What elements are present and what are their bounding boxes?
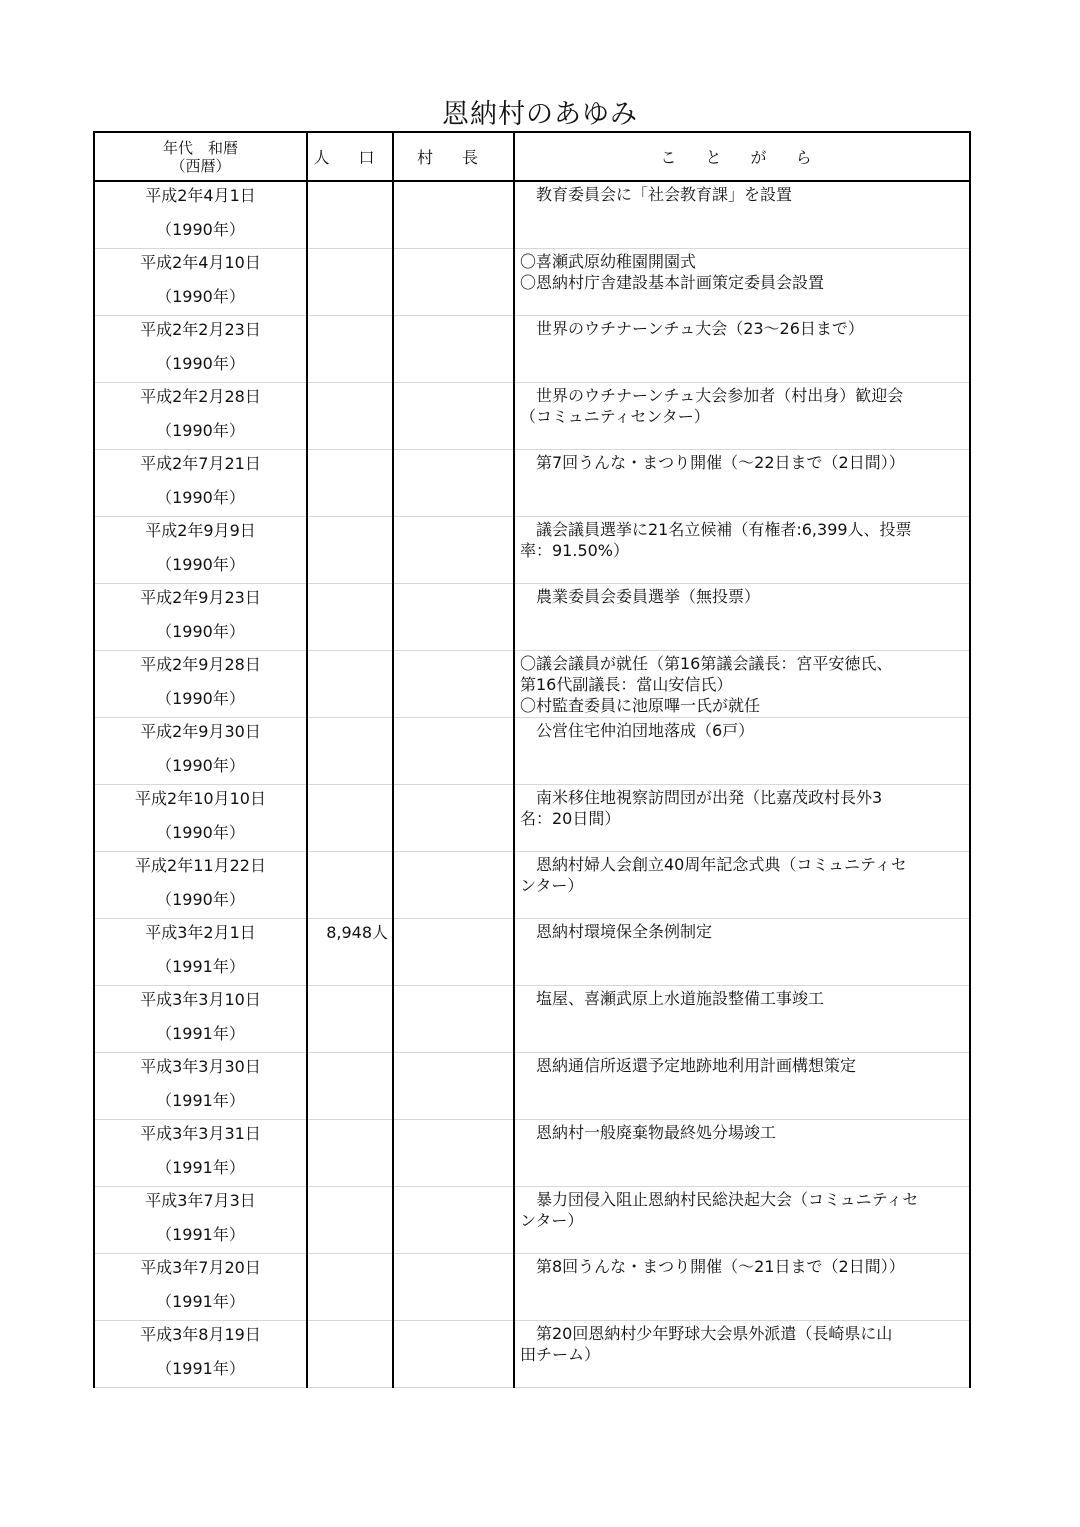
table-row (94, 651, 970, 718)
population-value (308, 383, 388, 386)
date-wareki: 平成2年10月10日 (135, 789, 266, 808)
population-cell (307, 249, 393, 316)
date-wareki: 平成3年7月20日 (140, 1258, 261, 1277)
population-cell (307, 1254, 393, 1321)
events-text: 〇喜瀬武原幼稚園開園式 〇恩納村庁舎建設基本計画策定委員会設置 (520, 252, 825, 292)
population-cell (307, 584, 393, 651)
table-row (94, 1187, 970, 1254)
date-wareki: 平成2年9月30日 (140, 722, 261, 741)
population-cell (307, 718, 393, 785)
header-date-line1: 年代 和暦 (162, 138, 238, 157)
date-cell (94, 181, 307, 249)
events-cell (514, 181, 970, 249)
date-seireki: （1991年） (156, 1292, 245, 1311)
population-value (308, 986, 388, 989)
date-wareki: 平成3年3月30日 (140, 1057, 261, 1076)
mayor-cell (393, 1053, 514, 1120)
date-wareki: 平成2年9月23日 (140, 588, 261, 607)
population-cell (307, 181, 393, 249)
table-row (94, 383, 970, 450)
header-events (514, 132, 970, 181)
population-value (308, 584, 388, 587)
header-mayor-label: 村 長 (416, 148, 491, 167)
date-wareki: 平成3年8月19日 (140, 1325, 261, 1344)
population-cell (307, 651, 393, 718)
events-cell (514, 651, 970, 718)
mayor-cell (393, 718, 514, 785)
mayor-cell (393, 517, 514, 584)
date-seireki: （1991年） (156, 1158, 245, 1177)
date-cell (94, 517, 307, 584)
date-cell (94, 1187, 307, 1254)
events-cell (514, 919, 970, 986)
events-text: 議会議員選挙に21名立候補（有権者:6,399人、投票 率：91.50%） (520, 520, 912, 560)
date-cell (94, 316, 307, 383)
population-cell (307, 1053, 393, 1120)
table-header-row (94, 132, 970, 181)
header-mayor (393, 132, 514, 181)
population-cell (307, 517, 393, 584)
table-row (94, 1120, 970, 1187)
mayor-cell (393, 1321, 514, 1388)
date-seireki: （1990年） (156, 488, 245, 507)
events-text: 教育委員会に「社会教育課」を設置 (520, 185, 793, 204)
population-cell (307, 450, 393, 517)
events-cell (514, 249, 970, 316)
date-seireki: （1990年） (156, 622, 245, 641)
table-row (94, 181, 970, 249)
header-date (94, 132, 307, 181)
events-text: 第7回うんな・まつり開催（～22日まで（2日間）） (520, 453, 905, 472)
events-cell (514, 1254, 970, 1321)
date-seireki: （1990年） (156, 555, 245, 574)
table-row (94, 450, 970, 517)
events-text: 恩納村環境保全条例制定 (520, 922, 713, 941)
events-text: 公営住宅仲泊団地落成（6戸） (520, 721, 755, 740)
table-row (94, 517, 970, 584)
population-value (308, 517, 388, 520)
date-cell (94, 383, 307, 450)
date-wareki: 平成2年9月9日 (145, 521, 256, 540)
events-cell (514, 517, 970, 584)
date-cell (94, 450, 307, 517)
mayor-cell (393, 852, 514, 919)
mayor-cell (393, 316, 514, 383)
population-cell (307, 1321, 393, 1388)
date-wareki: 平成2年2月28日 (140, 387, 261, 406)
events-text: 恩納通信所返還予定地跡地利用計画構想策定 (520, 1056, 857, 1075)
table-row (94, 986, 970, 1053)
table-row (94, 785, 970, 852)
date-wareki: 平成2年2月23日 (140, 320, 261, 339)
mayor-cell (393, 919, 514, 986)
page-title: 恩納村のあゆみ (442, 99, 638, 130)
events-text: 塩屋、喜瀬武原上水道施設整備工事竣工 (520, 989, 825, 1008)
events-text: 〇議会議員が就任（第16第議会議長：宮平安徳氏、 第16代副議長：當山安信氏） 〇村監査委員に池原嗶一氏が就任 (520, 654, 893, 715)
events-text: 世界のウチナーンチュ大会参加者（村出身）歓迎会 （コミュニティセンター） (520, 386, 904, 426)
events-text: 第8回うんな・まつり開催（～21日まで（2日間）） (520, 1257, 905, 1276)
date-cell (94, 1053, 307, 1120)
events-cell (514, 785, 970, 852)
population-value (308, 718, 388, 721)
population-value (308, 316, 388, 319)
mayor-cell (393, 181, 514, 249)
header-population (307, 132, 393, 181)
date-seireki: （1990年） (156, 756, 245, 775)
population-cell (307, 1120, 393, 1187)
date-wareki: 平成3年3月31日 (140, 1124, 261, 1143)
date-cell (94, 1120, 307, 1187)
date-wareki: 平成3年3月10日 (140, 990, 261, 1009)
population-cell (307, 383, 393, 450)
mayor-cell (393, 986, 514, 1053)
events-text: 暴力団侵入阻止恩納村民総決起大会（コミュニティセ ンター） (520, 1190, 919, 1230)
population-value (308, 1053, 388, 1056)
date-seireki: （1991年） (156, 1225, 245, 1244)
table-row (94, 249, 970, 316)
date-seireki: （1991年） (156, 1359, 245, 1378)
date-cell (94, 1254, 307, 1321)
date-seireki: （1990年） (156, 287, 245, 306)
events-text: 恩納村婦人会創立40周年記念式典（コミュニティセ ンター） (520, 855, 907, 895)
population-cell (307, 316, 393, 383)
mayor-cell (393, 383, 514, 450)
events-cell (514, 1120, 970, 1187)
date-wareki: 平成3年2月1日 (145, 923, 256, 942)
date-wareki: 平成2年4月10日 (140, 253, 261, 272)
population-value (308, 450, 388, 453)
date-cell (94, 718, 307, 785)
history-table (93, 131, 971, 1388)
date-wareki: 平成2年11月22日 (135, 856, 266, 875)
table-row (94, 1254, 970, 1321)
date-seireki: （1991年） (156, 957, 245, 976)
events-cell (514, 1053, 970, 1120)
date-cell (94, 249, 307, 316)
date-seireki: （1990年） (156, 890, 245, 909)
population-value: 8,948人 (326, 923, 388, 942)
events-text: 第20回恩納村少年野球大会県外派遣（長崎県に山 田チーム） (520, 1324, 893, 1364)
mayor-cell (393, 584, 514, 651)
date-cell (94, 852, 307, 919)
date-seireki: （1990年） (156, 823, 245, 842)
population-value (308, 785, 388, 788)
events-cell (514, 986, 970, 1053)
header-events-label: こ と が ら (660, 148, 824, 167)
table-row (94, 852, 970, 919)
events-cell (514, 852, 970, 919)
events-cell (514, 718, 970, 785)
date-cell (94, 584, 307, 651)
header-population-label: 人 口 (313, 148, 387, 167)
date-wareki: 平成2年7月21日 (140, 454, 261, 473)
date-cell (94, 986, 307, 1053)
population-value (308, 182, 388, 185)
population-value (308, 1187, 388, 1190)
table-row (94, 718, 970, 785)
population-value (308, 651, 388, 654)
events-text: 南米移住地視察訪問団が出発（比嘉茂政村長外3 名：20日間） (520, 788, 883, 828)
mayor-cell (393, 1120, 514, 1187)
events-text: 恩納村一般廃棄物最終処分場竣工 (520, 1123, 777, 1142)
table-row (94, 1321, 970, 1388)
population-value (308, 1120, 388, 1123)
mayor-cell (393, 785, 514, 852)
population-value (308, 1321, 388, 1324)
events-cell (514, 1321, 970, 1388)
mayor-cell (393, 450, 514, 517)
date-seireki: （1990年） (156, 421, 245, 440)
population-cell (307, 785, 393, 852)
mayor-cell (393, 1254, 514, 1321)
population-cell (307, 919, 393, 986)
date-seireki: （1990年） (156, 689, 245, 708)
date-seireki: （1990年） (156, 354, 245, 373)
date-seireki: （1991年） (156, 1091, 245, 1110)
date-cell (94, 919, 307, 986)
events-cell (514, 584, 970, 651)
table-row (94, 584, 970, 651)
mayor-cell (393, 249, 514, 316)
population-value (308, 249, 388, 252)
mayor-cell (393, 1187, 514, 1254)
date-wareki: 平成2年4月1日 (145, 186, 256, 205)
date-wareki: 平成3年7月3日 (145, 1191, 256, 1210)
date-seireki: （1990年） (156, 220, 245, 239)
events-cell (514, 316, 970, 383)
mayor-cell (393, 651, 514, 718)
date-seireki: （1991年） (156, 1024, 245, 1043)
date-wareki: 平成2年9月28日 (140, 655, 261, 674)
table-row (94, 316, 970, 383)
date-cell (94, 785, 307, 852)
events-text: 世界のウチナーンチュ大会（23～26日まで） (520, 319, 864, 338)
population-cell (307, 852, 393, 919)
population-value (308, 1254, 388, 1257)
events-cell (514, 383, 970, 450)
events-cell (514, 450, 970, 517)
events-text: 農業委員会委員選挙（無投票） (520, 587, 761, 606)
population-cell (307, 1187, 393, 1254)
header-date-line2: （西暦） (170, 156, 231, 175)
date-cell (94, 1321, 307, 1388)
population-cell (307, 986, 393, 1053)
table-row (94, 919, 970, 986)
date-cell (94, 651, 307, 718)
events-cell (514, 1187, 970, 1254)
table-row (94, 1053, 970, 1120)
population-value (308, 852, 388, 855)
